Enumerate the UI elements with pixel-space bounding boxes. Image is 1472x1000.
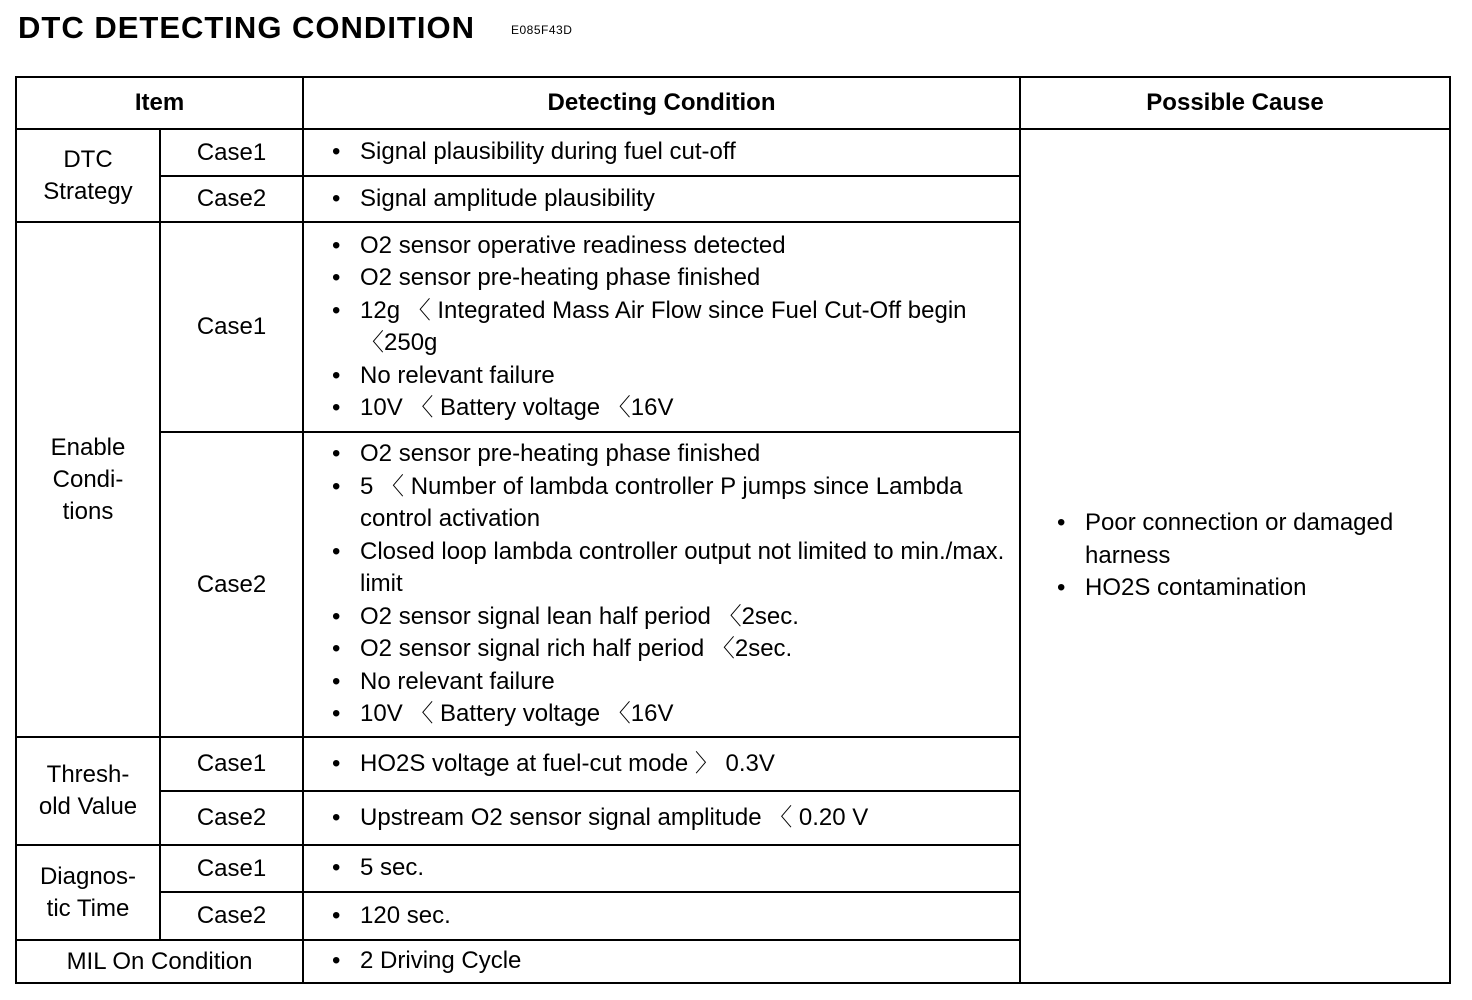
condition-cell [303, 791, 1020, 845]
condition-item: • No relevant failure [332, 360, 1019, 393]
condition-cell [303, 129, 1020, 176]
case-label: Case2 [160, 176, 303, 222]
condition-item: • HO2S voltage at fuel-cut mode 〉 0.3V [332, 748, 1019, 781]
possible-cause-cell [1020, 129, 1450, 983]
case-label: Case1 [160, 222, 303, 432]
condition-item: • O2 sensor signal rich half period 〈2sec. [332, 633, 1019, 666]
condition-item: • 5 〈 Number of lambda controller P jumps since Lambda control activation [332, 471, 1019, 536]
table-row [16, 129, 1450, 176]
cause-item: • HO2S contamination [1057, 572, 1439, 605]
condition-item: • 10V 〈 Battery voltage 〈16V [332, 698, 1019, 731]
page-title: DTC DETECTING CONDITION [18, 10, 475, 45]
condition-item: • 2 Driving Cycle [332, 945, 1019, 978]
condition-cell [303, 845, 1020, 892]
case-label: Case1 [160, 129, 303, 176]
diagnostic-time-label: Diagnos- tic Time [16, 845, 160, 940]
case-label: Case2 [160, 432, 303, 737]
header-possible-cause: Possible Cause [1020, 77, 1450, 129]
header-row [16, 77, 1450, 129]
case-label: Case1 [160, 845, 303, 892]
condition-item: • Signal amplitude plausibility [332, 183, 1019, 216]
dtc-strategy-label: DTC Strategy [16, 129, 160, 222]
condition-cell [303, 737, 1020, 791]
condition-item: • O2 sensor operative readiness detected [332, 230, 1019, 263]
header-item: Item [16, 77, 303, 129]
condition-item: • 5 sec. [332, 852, 1019, 885]
condition-item: • 10V 〈 Battery voltage 〈16V [332, 392, 1019, 425]
enable-conditions-label: Enable Condi- tions [16, 222, 160, 737]
condition-item: • O2 sensor pre-heating phase finished [332, 262, 1019, 295]
condition-item: • Signal plausibility during fuel cut-off [332, 136, 1019, 169]
dtc-table [15, 76, 1451, 984]
threshold-value-label: Thresh- old Value [16, 737, 160, 845]
condition-item: • Upstream O2 sensor signal amplitude 〈 0.20 V [332, 802, 1019, 835]
header-detecting-condition: Detecting Condition [303, 77, 1020, 129]
case-label: Case2 [160, 892, 303, 940]
condition-cell [303, 432, 1020, 737]
cause-item: • Poor connection or damaged harness [1057, 507, 1439, 572]
condition-item: • 12g 〈 Integrated Mass Air Flow since Fuel Cut-Off begin 〈250g [332, 295, 1019, 360]
condition-item: • 120 sec. [332, 900, 1019, 933]
case-label: Case1 [160, 737, 303, 791]
condition-item: • No relevant failure [332, 666, 1019, 699]
document-code: E085F43D [511, 23, 573, 37]
case-label: Case2 [160, 791, 303, 845]
condition-item: • O2 sensor pre-heating phase finished [332, 438, 1019, 471]
mil-on-condition-label: MIL On Condition [16, 940, 303, 983]
condition-item: • O2 sensor signal lean half period 〈2sec. [332, 601, 1019, 634]
condition-cell [303, 892, 1020, 940]
condition-cell [303, 222, 1020, 432]
condition-item: • Closed loop lambda controller output not limited to min./max. limit [332, 536, 1019, 601]
title-row [18, 10, 572, 50]
condition-cell [303, 940, 1020, 983]
condition-cell [303, 176, 1020, 222]
